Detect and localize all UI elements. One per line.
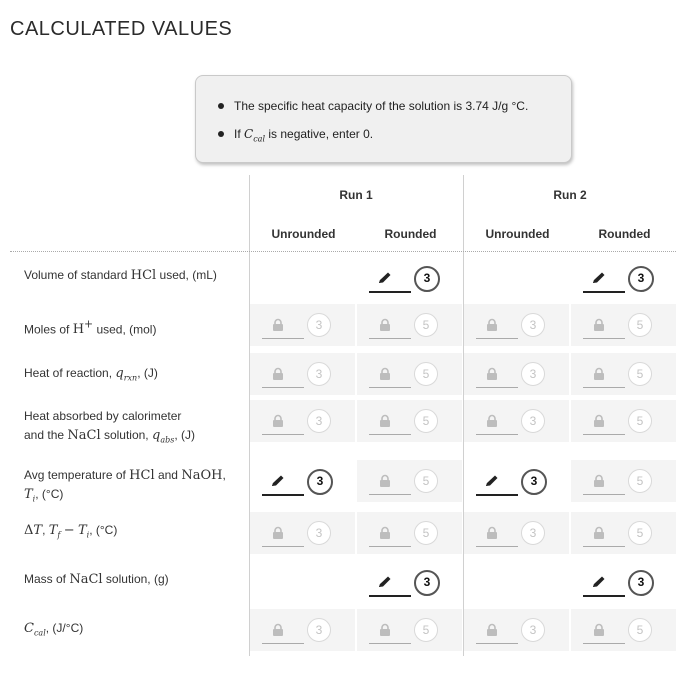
pencil-icon <box>377 575 393 589</box>
sig-figs-badge: 3 <box>521 618 545 642</box>
lock-icon <box>591 623 607 637</box>
run2-unrounded-input <box>464 609 569 651</box>
run1-rounded-input[interactable] <box>357 257 462 299</box>
lock-icon <box>270 414 286 428</box>
sig-figs-badge: 3 <box>414 266 440 292</box>
run2-rounded-input[interactable] <box>571 257 676 299</box>
row-label: Moles of H+ used, (mol) <box>24 318 157 338</box>
row-label: ΔT, $T_f - T_i$, (°C) <box>24 523 118 540</box>
sig-figs-badge: 5 <box>414 521 438 545</box>
input-underline <box>583 643 625 644</box>
input-underline <box>583 595 625 597</box>
sig-figs-badge: 3 <box>521 521 545 545</box>
run2-unrounded-input[interactable] <box>464 460 569 502</box>
run2-unrounded-input <box>464 353 569 395</box>
sig-figs-badge: 3 <box>521 409 545 433</box>
lock-icon <box>484 526 500 540</box>
input-underline <box>262 546 304 547</box>
sig-figs-badge: 3 <box>414 570 440 596</box>
lock-icon <box>591 526 607 540</box>
sig-figs-badge: 3 <box>521 469 547 495</box>
run1-unrounded-input <box>250 400 355 442</box>
input-underline <box>583 338 625 339</box>
row-label: Mass of NaCl solution, (g) <box>24 572 169 587</box>
run1-unrounded-input <box>250 353 355 395</box>
sig-figs-badge: 5 <box>628 313 652 337</box>
input-underline <box>262 387 304 388</box>
run2-header: Run 2 <box>553 188 587 202</box>
sig-figs-badge: 3 <box>307 362 331 386</box>
sig-figs-badge: 3 <box>307 521 331 545</box>
sig-figs-badge: 5 <box>414 313 438 337</box>
sig-figs-badge: 5 <box>628 618 652 642</box>
input-underline <box>476 387 518 388</box>
run1-unrounded-input[interactable] <box>250 460 355 502</box>
row-label: Heat absorbed by calorimeter and the NaCl solution, $q_{abs}$, (J) <box>24 409 195 445</box>
lock-icon <box>377 474 393 488</box>
input-underline <box>262 338 304 339</box>
run2-unrounded-input <box>464 512 569 554</box>
sig-figs-badge: 5 <box>414 409 438 433</box>
input-underline <box>262 643 304 644</box>
lock-icon <box>377 414 393 428</box>
lock-icon <box>377 623 393 637</box>
row-label: $C_{cal}$, (J/°C) <box>24 621 84 638</box>
input-underline <box>369 434 411 435</box>
run1-rounded-input <box>357 400 462 442</box>
input-underline <box>476 434 518 435</box>
pencil-icon <box>591 271 607 285</box>
sig-figs-badge: 3 <box>307 409 331 433</box>
row-label: Avg temperature of HCl and NaOH, $T_i$, (°C) <box>24 468 226 504</box>
lock-icon <box>377 367 393 381</box>
info-specific-heat: The specific heat capacity of the solution is 3.74 J/g °C. <box>234 92 571 120</box>
run1-unrounded-input <box>250 512 355 554</box>
input-underline <box>583 387 625 388</box>
page-title: CALCULATED VALUES <box>10 18 233 40</box>
header-divider <box>10 251 676 252</box>
input-underline <box>476 546 518 547</box>
run2-unrounded-input <box>464 400 569 442</box>
row-label: Heat of reaction, $q_{rxn}$, (J) <box>24 366 158 383</box>
run2-rounded-input <box>571 400 676 442</box>
lock-icon <box>270 318 286 332</box>
input-underline <box>583 434 625 435</box>
run2-rounded-input <box>571 460 676 502</box>
lock-icon <box>270 526 286 540</box>
input-underline <box>583 291 625 293</box>
pencil-icon <box>377 271 393 285</box>
pencil-icon <box>270 474 286 488</box>
sig-figs-badge: 5 <box>414 362 438 386</box>
sig-figs-badge: 5 <box>628 521 652 545</box>
lock-icon <box>270 367 286 381</box>
sig-figs-badge: 3 <box>307 313 331 337</box>
sig-figs-badge: 3 <box>307 469 333 495</box>
sig-figs-badge: 3 <box>307 618 331 642</box>
sig-figs-badge: 5 <box>414 618 438 642</box>
run1-unrounded-header: Unrounded <box>271 227 336 241</box>
run2-rounded-input[interactable] <box>571 561 676 603</box>
input-underline <box>583 546 625 547</box>
input-underline <box>583 494 625 495</box>
run2-rounded-header: Rounded <box>598 227 651 241</box>
input-underline <box>369 338 411 339</box>
run1-header: Run 1 <box>339 188 373 202</box>
run2-rounded-input <box>571 353 676 395</box>
run1-rounded-input[interactable] <box>357 561 462 603</box>
lock-icon <box>270 623 286 637</box>
run2-unrounded-input <box>464 304 569 346</box>
run1-rounded-input <box>357 512 462 554</box>
sig-figs-badge: 5 <box>628 409 652 433</box>
lock-icon <box>591 414 607 428</box>
lock-icon <box>484 414 500 428</box>
input-underline <box>369 643 411 644</box>
input-underline <box>262 434 304 435</box>
input-underline <box>369 387 411 388</box>
run2-rounded-input <box>571 512 676 554</box>
sig-figs-badge: 5 <box>628 362 652 386</box>
input-underline <box>369 595 411 597</box>
sig-figs-badge: 5 <box>414 469 438 493</box>
lock-icon <box>377 318 393 332</box>
sig-figs-badge: 3 <box>628 266 654 292</box>
input-underline <box>476 643 518 644</box>
input-underline <box>369 494 411 495</box>
run2-rounded-input <box>571 609 676 651</box>
sig-figs-badge: 3 <box>521 362 545 386</box>
sig-figs-badge: 3 <box>628 570 654 596</box>
run2-unrounded-header: Unrounded <box>485 227 550 241</box>
run1-rounded-header: Rounded <box>384 227 437 241</box>
lock-icon <box>591 474 607 488</box>
input-underline <box>369 291 411 293</box>
lock-icon <box>591 367 607 381</box>
info-box <box>195 75 572 163</box>
run1-rounded-input <box>357 460 462 502</box>
run2-rounded-input <box>571 304 676 346</box>
input-underline <box>262 494 304 496</box>
input-underline <box>476 338 518 339</box>
run1-unrounded-input <box>250 304 355 346</box>
pencil-icon <box>591 575 607 589</box>
lock-icon <box>484 318 500 332</box>
sig-figs-badge: 3 <box>521 313 545 337</box>
run1-rounded-input <box>357 304 462 346</box>
pencil-icon <box>484 474 500 488</box>
row-label: Volume of standard HCl used, (mL) <box>24 268 217 283</box>
run1-unrounded-input <box>250 609 355 651</box>
lock-icon <box>484 367 500 381</box>
run1-rounded-input <box>357 353 462 395</box>
info-ccal-negative: If $C_{cal}$ is negative, enter 0. <box>234 120 571 148</box>
input-underline <box>369 546 411 547</box>
input-underline <box>476 494 518 496</box>
lock-icon <box>591 318 607 332</box>
lock-icon <box>377 526 393 540</box>
lock-icon <box>484 623 500 637</box>
run1-rounded-input <box>357 609 462 651</box>
sig-figs-badge: 5 <box>628 469 652 493</box>
